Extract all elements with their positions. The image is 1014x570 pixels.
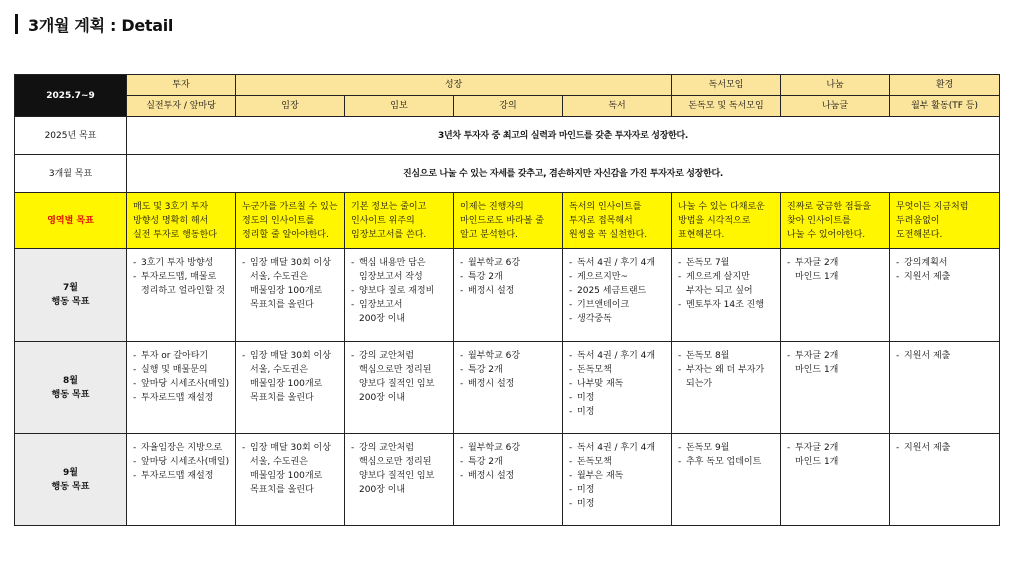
month-label-caption: 행동 목표 [51,297,90,307]
category-environment: 환경 [890,75,1000,96]
area-goal-line: 무엇이든 지금처럼 [896,201,969,212]
action-item-line: 목표치를 올린다 [250,300,314,310]
action-cell [236,434,345,526]
action-item-line: - 투자로드맵 재설정 [141,471,214,481]
action-item-line: - 돈독모 9월 [686,443,730,453]
action-item-line: 200장 이내 [359,314,406,324]
action-item [133,441,229,455]
action-list [460,349,556,391]
action-item-line: - 월부학교 6강 [468,443,521,453]
action-item-line: - 월부학교 6강 [468,258,521,268]
action-item-line: - 강의 교안처럼 [359,351,415,361]
action-item-line: - 강의계획서 [904,258,948,268]
action-item-line: 매물임장 100개로 [250,379,323,389]
action-cell [127,342,236,434]
action-item [460,363,556,377]
subcategory-header: 나눔글 [781,96,890,117]
action-item [133,469,229,483]
action-cell [127,249,236,342]
action-item-line: - 생각중독 [577,314,612,324]
area-goal-line: 나눌 수 있어야한다. [787,229,866,240]
action-item [569,455,665,469]
area-goal-line: 투자로 접목해서 [569,215,633,226]
action-item-line: 매물임장 100개로 [250,286,323,296]
action-item-line: - 돈독모책 [577,457,612,467]
action-list [242,441,338,497]
action-item-line: - 나부맞 재독 [577,379,624,389]
action-item [460,270,556,284]
action-item [678,455,774,469]
action-cell [781,342,890,434]
action-item [460,349,556,363]
action-item [569,483,665,497]
action-list [133,256,229,298]
goal-3month-row [15,155,1000,193]
action-item-line: - 돈독모 8월 [686,351,730,361]
area-goal-line: 방법을 시각적으로 [678,215,751,226]
action-item-line: - 투자 or 갈아타기 [141,351,209,361]
action-item-line: 양보다 질적인 임보 [359,379,435,389]
period-cell: 2025.7~9 [15,75,127,117]
month-label-name: 9월 [63,467,78,478]
action-item-line: - 미정 [577,485,595,495]
area-goal-cell [890,193,1000,249]
plan-table [14,74,1000,526]
action-item [351,441,447,497]
action-list [787,349,883,377]
month-label-name: 7월 [63,283,78,293]
action-item-line: 마인드 1개 [795,457,839,467]
action-item [787,256,883,284]
action-cell [781,249,890,342]
action-item [133,455,229,469]
action-item-line: - 임장 매달 30회 이상 [250,443,331,453]
action-list [133,441,229,483]
action-item [569,377,665,391]
action-item [569,405,665,419]
action-item [460,377,556,391]
action-item [242,256,338,312]
action-item-line: - 월부학교 6강 [468,351,521,361]
action-item [351,256,447,284]
action-item-line: - 임장 매달 30회 이상 [250,351,331,361]
area-goal-line: 매도 및 3호기 투자 [133,201,209,212]
action-item-line: - 게으르게 살지만 [686,272,750,282]
subcategory-header: 임보 [345,96,454,117]
action-item-line: - 독서 4권 / 후기 4개 [577,258,656,268]
action-item-line: - 앞마당 시세조사(매일) [141,379,230,389]
action-item [569,469,665,483]
action-item-line: - 배정시 설정 [468,471,515,481]
action-list [896,256,993,284]
action-item [133,256,229,270]
action-list [460,256,556,298]
month-label-cell [15,249,127,342]
action-cell [563,434,672,526]
action-item [460,455,556,469]
action-list [569,349,665,419]
month-action-row [15,434,1000,526]
action-cell [890,249,1000,342]
action-item [569,391,665,405]
action-item [896,256,993,270]
action-item [678,298,774,312]
action-item [678,349,774,363]
action-cell [890,434,1000,526]
action-cell [345,342,454,434]
area-goal-line: 찾아 인사이트를 [787,215,851,226]
action-list [896,349,993,363]
month-label-name: 8월 [63,375,78,386]
action-item-line: 서울, 수도권은 [250,365,308,375]
action-list [351,441,447,497]
subcategory-header: 임장 [236,96,345,117]
action-item [242,349,338,405]
area-goal-cell [563,193,672,249]
action-item-line: 양보다 질적인 임보 [359,471,435,481]
area-goal-line: 방향성 명확히 해서 [133,215,209,226]
action-item-line: - 월부은 재독 [577,471,624,481]
action-item [460,256,556,270]
action-item [787,349,883,377]
action-item-line: - 돈독모책 [577,365,612,375]
area-goal-cell [781,193,890,249]
action-cell [563,342,672,434]
area-goal-line: 정도의 인사이트를 [242,215,315,226]
action-item-line: - 미정 [577,393,595,403]
action-cell [890,342,1000,434]
category-growth: 성장 [236,75,672,96]
action-item [133,349,229,363]
action-item [569,349,665,363]
action-item-line: - 독서 4권 / 후기 4개 [577,443,656,453]
area-goal-cell [454,193,563,249]
action-item-line: - 3호기 투자 방향성 [141,258,214,268]
action-item [351,349,447,405]
area-goal-line: 인사이트 위주의 [351,215,415,226]
area-goals-row [15,193,1000,249]
action-item-line: - 특강 2개 [468,365,503,375]
action-item-line: 되는가 [686,379,713,389]
action-item [569,497,665,511]
action-item-line: 마인드 1개 [795,365,839,375]
action-item-line: - 미정 [577,407,595,417]
action-cell [672,342,781,434]
action-list [569,256,665,326]
action-list [896,441,993,455]
action-list [787,256,883,284]
action-item-line: 200장 이내 [359,393,406,403]
subcategory-header: 월부 활동(TF 등) [890,96,1000,117]
action-item [569,284,665,298]
action-cell [454,249,563,342]
month-action-row [15,249,1000,342]
area-goal-cell [345,193,454,249]
subcategory-header: 실전투자 / 앞마당 [127,96,236,117]
month-label-cell [15,434,127,526]
category-header-row [15,75,1000,96]
action-list [351,256,447,326]
goal-2025-label: 2025년 목표 [15,117,127,155]
month-label-cell [15,342,127,434]
action-item [678,256,774,270]
action-item-line: - 독서 4권 / 후기 4개 [577,351,656,361]
area-goal-line: 진짜로 궁금한 점들을 [787,201,871,212]
action-item-line: - 임장보고서 [359,300,403,310]
action-item-line: - 자율임장은 지방으로 [141,443,223,453]
action-item-line: - 임장 매달 30회 이상 [250,258,331,268]
action-item [569,363,665,377]
action-list [242,349,338,405]
action-item-line: 핵심으로만 정리된 [359,457,432,467]
subcategory-header: 독서 [563,96,672,117]
action-item-line: - 추후 독모 업데이트 [686,457,762,467]
action-item-line: 정리하고 얼라인할 것 [141,286,225,296]
action-item [678,270,774,298]
action-item-line: - 핵심 내용만 담은 [359,258,426,268]
goal-2025-text: 3년차 투자자 중 최고의 실력과 마인드를 갖춘 투자자로 성장한다. [127,117,1000,155]
action-cell [454,342,563,434]
action-list [678,441,774,469]
area-goal-line: 두려움없이 [896,215,940,226]
action-item-line: - 양보다 질로 재정비 [359,286,435,296]
page-title-bar [15,13,173,35]
action-item-line: - 투자로드맵 재설정 [141,393,214,403]
action-cell [345,434,454,526]
action-item-line: - 특강 2개 [468,457,503,467]
category-investment: 투자 [127,75,236,96]
action-item [569,256,665,270]
area-goal-line: 원씽을 꼭 실천한다. [569,229,648,240]
action-item-line: 서울, 수도권은 [250,457,308,467]
action-item-line: - 기브앤테이크 [577,300,630,310]
subcategory-header: 강의 [454,96,563,117]
action-item-line: 부자는 되고 싶어 [686,286,753,296]
action-item-line: - 게으르지만~ [577,272,629,282]
action-item-line: 매물임장 100개로 [250,471,323,481]
area-goal-cell [127,193,236,249]
action-item [678,363,774,391]
area-goal-cell [236,193,345,249]
action-list [678,256,774,312]
area-goal-line: 기본 정보는 줄이고 [351,201,427,212]
action-list [351,349,447,405]
action-list [678,349,774,391]
action-item-line: 마인드 1개 [795,272,839,282]
month-label-caption: 행동 목표 [51,481,90,492]
action-item-line: - 실행 및 매물문의 [141,365,208,375]
action-item-line: - 투자글 2개 [795,443,839,453]
area-goal-line: 나눌 수 있는 다채로운 [678,201,765,212]
area-goal-line: 독서의 인사이트를 [569,201,642,212]
action-item [787,441,883,469]
goal-3month-label: 3개월 목표 [15,155,127,193]
action-item [896,441,993,455]
action-item [569,312,665,326]
area-goal-line: 마인드로도 바라볼 줄 [460,215,544,226]
action-cell [236,249,345,342]
area-goal-cell [672,193,781,249]
goal-2025-row [15,117,1000,155]
action-item-line: - 멘토투자 14조 진행 [686,300,765,310]
area-goal-line: 누군가를 가르칠 수 있는 [242,201,338,212]
action-cell [454,434,563,526]
action-list [133,349,229,405]
area-goals-label: 영역별 목표 [15,193,127,249]
area-goal-line: 이제는 진행자의 [460,201,524,212]
action-item-line: - 배정시 설정 [468,286,515,296]
action-cell [563,249,672,342]
title-accent-bar [15,14,18,34]
action-cell [127,434,236,526]
action-item-line: - 지원서 제출 [904,272,951,282]
area-goal-line: 정리할 줄 알아야한다. [242,229,329,240]
action-item-line: - 특강 2개 [468,272,503,282]
area-goal-line: 도전해본다. [896,229,943,240]
action-item-line: - 강의 교안처럼 [359,443,415,453]
category-sharing: 나눔 [781,75,890,96]
area-goal-line: 임장보고서를 쓴다. [351,229,427,240]
action-item-line: - 투자로드맵, 매물로 [141,272,217,282]
action-item-line: 200장 이내 [359,485,406,495]
category-book-club: 독서모임 [672,75,781,96]
action-cell [672,249,781,342]
action-cell [236,342,345,434]
action-item [133,363,229,377]
action-item [569,441,665,455]
action-item-line: - 미정 [577,499,595,509]
action-item [678,441,774,455]
subcategory-header: 돈독모 및 독서모임 [672,96,781,117]
action-item [351,298,447,326]
action-list [460,441,556,483]
area-goal-line: 표현해본다. [678,229,725,240]
action-item [896,270,993,284]
action-item-line: - 돈독모 7월 [686,258,730,268]
action-item-line: - 투자글 2개 [795,351,839,361]
action-item [351,284,447,298]
action-cell [781,434,890,526]
action-item [133,377,229,391]
action-item [460,284,556,298]
action-item [460,469,556,483]
area-goal-line: 실전 투자로 행동한다 [133,229,217,240]
action-item-line: - 지원서 제출 [904,443,951,453]
subcategory-header-row [15,96,1000,117]
action-item [133,391,229,405]
action-cell [672,434,781,526]
action-list [242,256,338,312]
area-goal-line: 알고 분석한다. [460,229,518,240]
action-item [569,270,665,284]
action-item-line: 핵심으로만 정리된 [359,365,432,375]
action-item-line: - 투자글 2개 [795,258,839,268]
action-item-line: 서울, 수도권은 [250,272,308,282]
action-item-line: - 지원서 제출 [904,351,951,361]
month-label-caption: 행동 목표 [51,389,90,400]
month-action-row [15,342,1000,434]
action-item [242,441,338,497]
action-item [133,270,229,298]
action-cell [345,249,454,342]
action-list [569,441,665,511]
action-item [569,298,665,312]
action-item-line: 임장보고서 작성 [359,272,423,282]
page-title: 3개월 계획 : Detail [28,15,174,35]
action-item-line: - 2025 세금트랜드 [577,286,647,296]
action-item-line: 목표치를 올린다 [250,485,314,495]
action-item-line: 목표치를 올린다 [250,393,314,403]
action-item [896,349,993,363]
action-item-line: - 앞마당 시세조사(매일) [141,457,230,467]
action-item [460,441,556,455]
action-item-line: - 부자는 왜 더 부자가 [686,365,765,375]
goal-3month-text: 진심으로 나눌 수 있는 자세를 갖추고, 겸손하지만 자신감을 가진 투자자로 성장한다. [127,155,1000,193]
action-item-line: - 배정시 설정 [468,379,515,389]
action-list [787,441,883,469]
